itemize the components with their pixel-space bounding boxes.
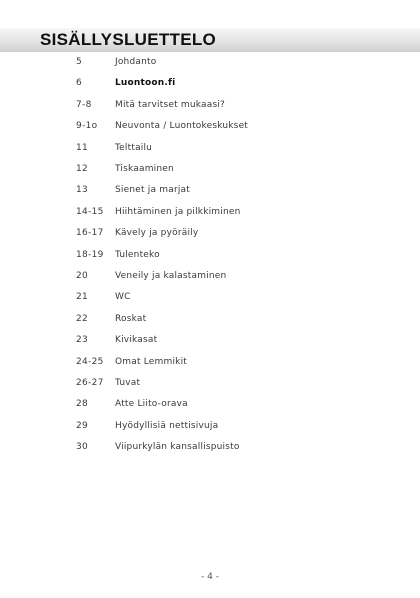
toc-page-number: 18-19: [76, 249, 104, 260]
toc-page-number: 20: [76, 271, 89, 281]
toc-row: [0, 271, 420, 287]
toc-page-number: 30: [76, 442, 89, 453]
toc-page-number: 29: [76, 420, 89, 431]
toc-row: [0, 185, 420, 201]
toc-entry-title: Kävely ja pyöräily: [115, 228, 199, 239]
toc-entry-title: Tulenteko: [115, 249, 160, 260]
toc-page-number: 6: [76, 78, 83, 89]
toc-row: [0, 442, 420, 458]
toc-row: [0, 250, 420, 266]
toc-row: [0, 207, 420, 223]
toc-row: [0, 335, 420, 351]
toc-entry-title: Veneily ja kalastaminen: [115, 271, 227, 281]
toc-page-number: 14-15: [76, 206, 104, 217]
toc-row: [0, 314, 420, 330]
toc-page-number: 22: [76, 313, 89, 324]
toc-page-number: 12: [76, 164, 89, 174]
page-number: - 4 -: [201, 572, 219, 582]
toc-entry-title: Tiskaaminen: [115, 164, 174, 174]
toc-row: [0, 378, 420, 394]
toc-page-number: 28: [76, 399, 89, 410]
toc-entry-title: Luontoon.fi: [115, 78, 176, 89]
toc-entry-title: Kivikasat: [115, 335, 158, 346]
toc-page-number: 21: [76, 292, 89, 303]
toc-row: [0, 421, 420, 437]
toc-page-number: 5: [76, 57, 83, 67]
toc-page-number: 11: [76, 142, 89, 153]
toc-row: [0, 292, 420, 308]
toc-row: [0, 100, 420, 116]
toc-entry-title: Tuvat: [115, 378, 141, 388]
toc-entry-title: Neuvonta / Luontokeskukset: [115, 121, 249, 132]
toc-entry-title: Viipurkylän kansallispuisto: [115, 442, 240, 453]
toc-page-number: 23: [76, 335, 89, 346]
toc-row: [0, 121, 420, 137]
toc-entry-title: Omat Lemmikit: [115, 356, 188, 367]
toc-page-number: 9-1o: [76, 121, 98, 132]
toc-entry-title: Hyödyllisiä nettisivuja: [115, 420, 219, 431]
toc-row: [0, 78, 420, 94]
toc-row: [0, 357, 420, 373]
toc-page-number: 26-27: [76, 378, 104, 388]
toc-entry-title: Mitä tarvitset mukaasi?: [115, 99, 226, 110]
toc-page-number: 7-8: [76, 99, 92, 110]
toc-row: [0, 143, 420, 159]
toc-entry-title: WC: [115, 292, 131, 303]
toc-row: [0, 57, 420, 73]
page-title: SISÄLLYSLUETTELO: [40, 30, 217, 49]
toc-row: [0, 164, 420, 180]
toc-page-number: 13: [76, 185, 89, 196]
toc-page-number: 24-25: [76, 356, 104, 367]
toc-entry-title: Telttailu: [115, 142, 153, 153]
toc-page-number: 16-17: [76, 228, 104, 239]
toc-entry-title: Hiihtäminen ja pilkkiminen: [115, 206, 241, 217]
toc-entry-title: Sienet ja marjat: [115, 185, 190, 196]
toc-entry-title: Roskat: [115, 313, 147, 324]
toc-row: [0, 228, 420, 244]
toc-row: [0, 399, 420, 415]
toc-entry-title: Johdanto: [115, 57, 157, 67]
toc-entry-title: Atte Liito-orava: [115, 399, 188, 410]
